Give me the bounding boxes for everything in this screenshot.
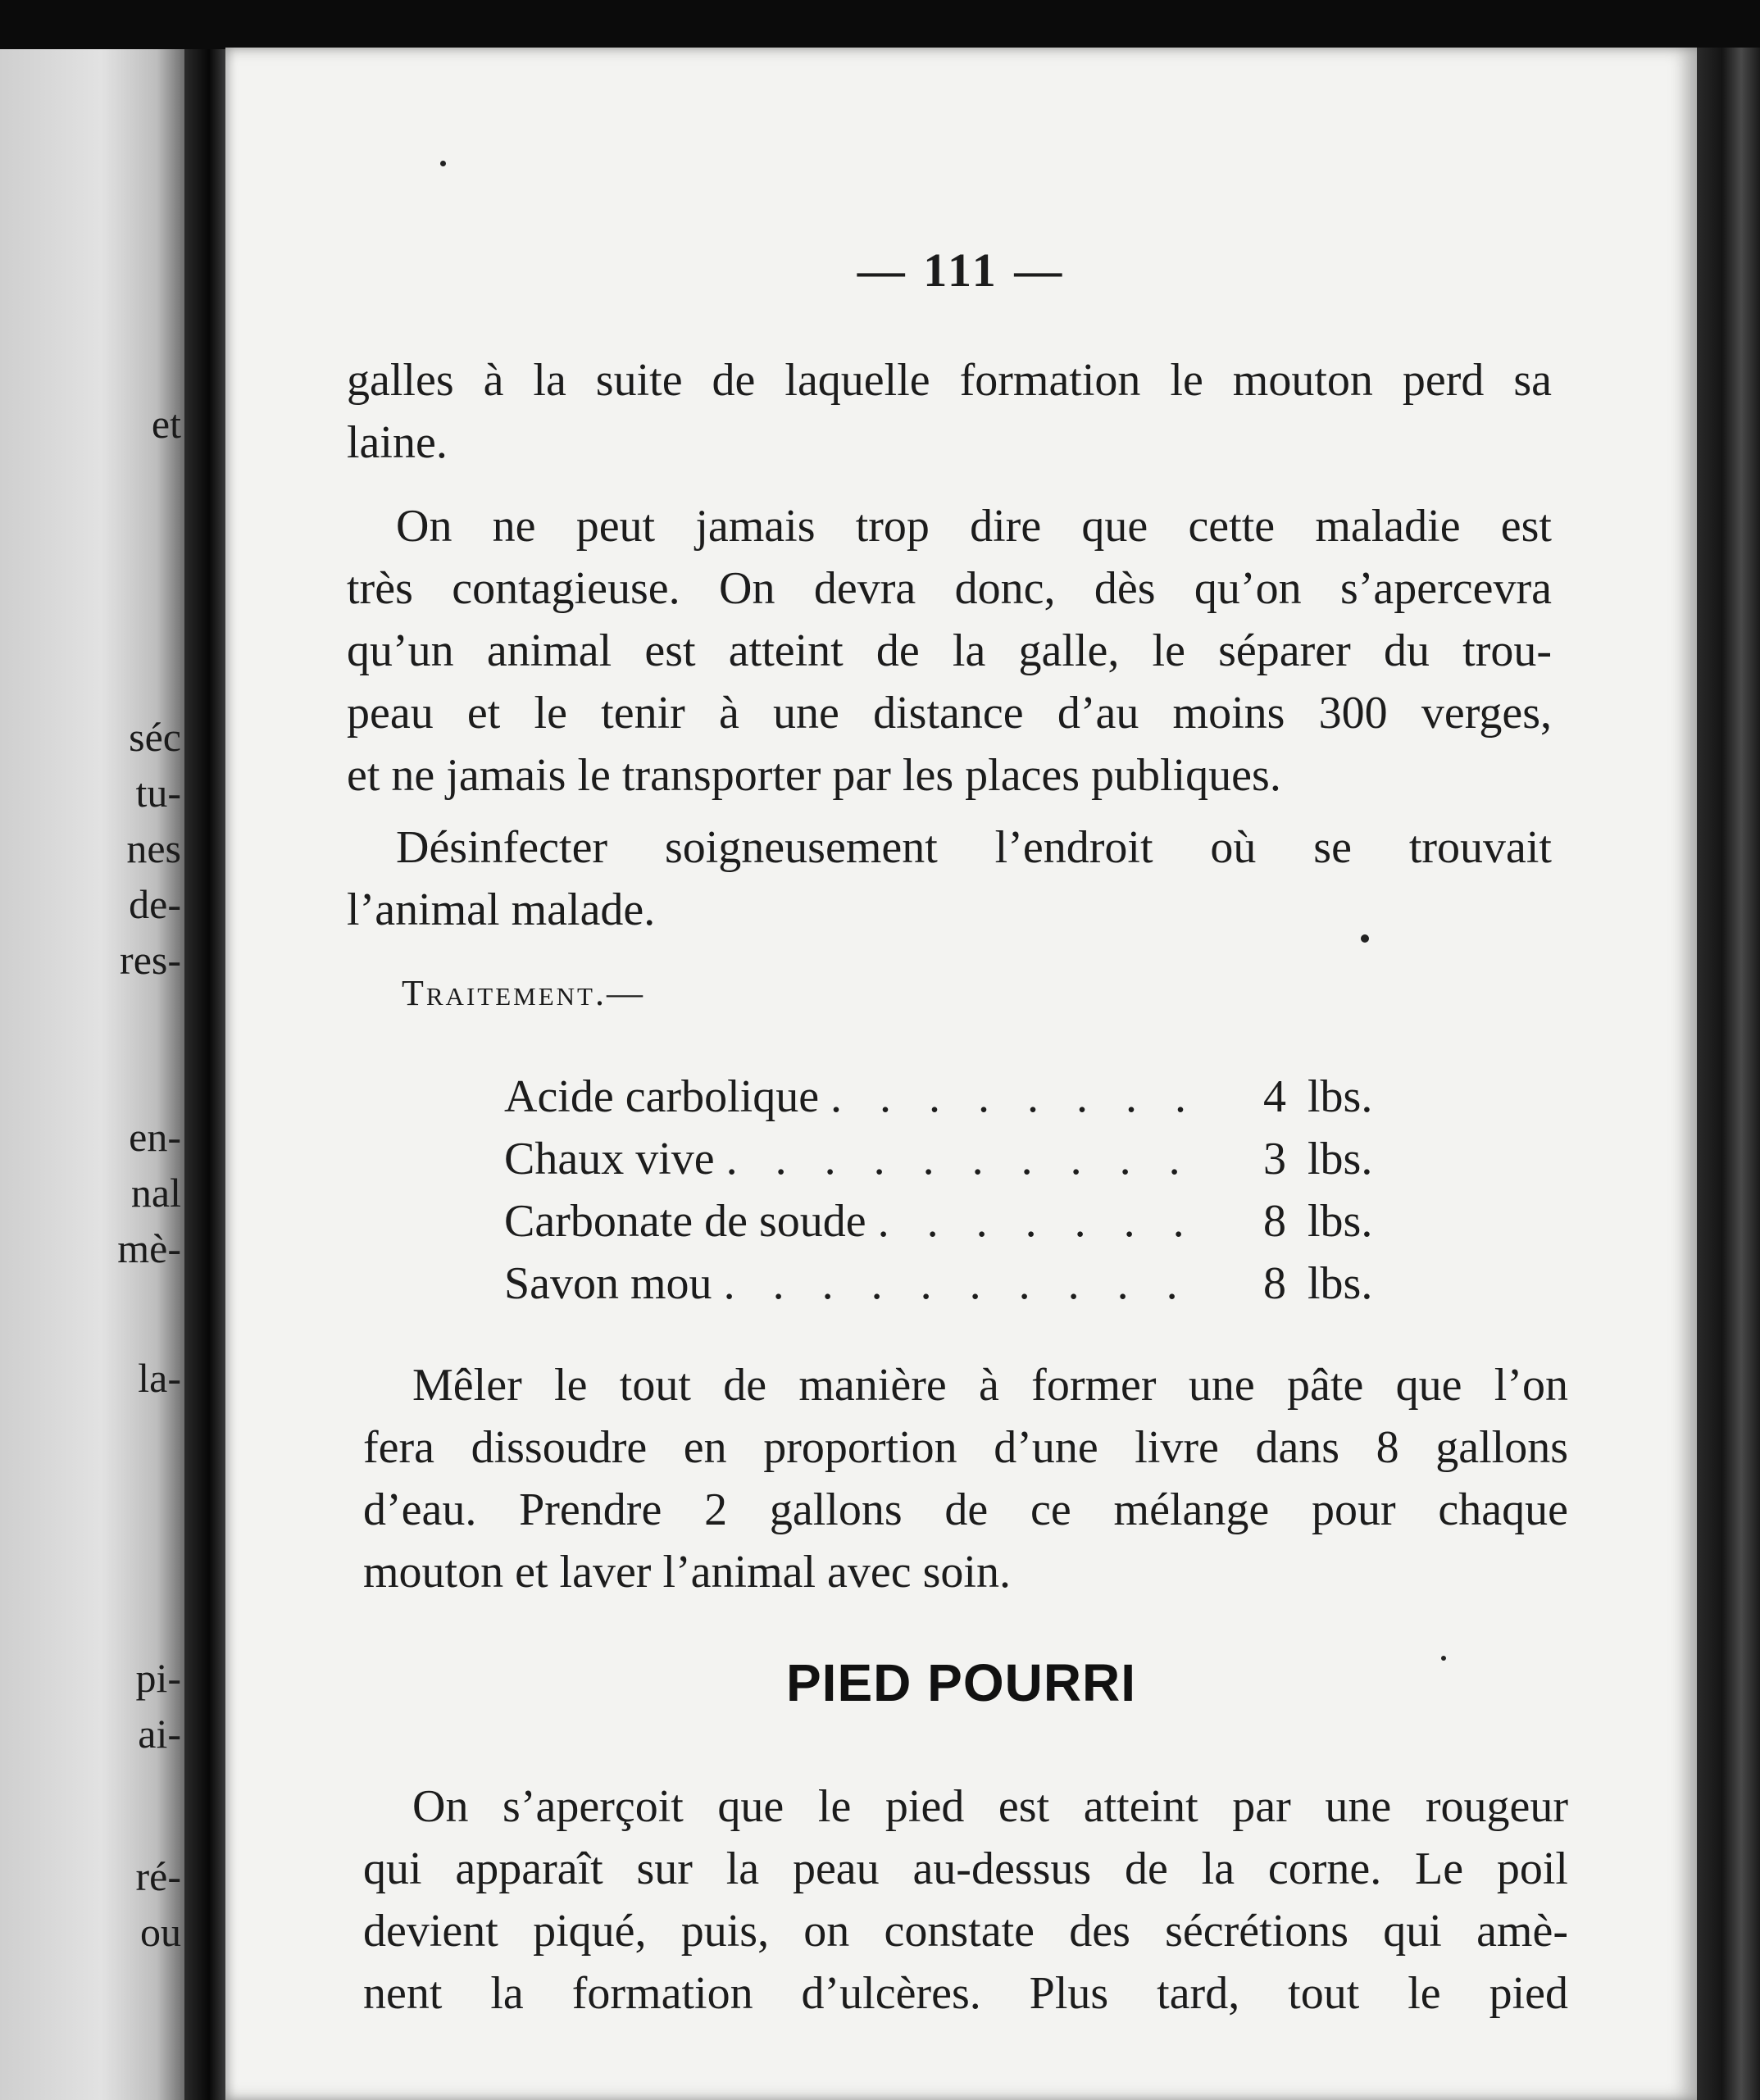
section-heading: PIED POURRI xyxy=(785,1653,1137,1712)
ingredient-unit: lbs. xyxy=(1307,1134,1373,1184)
text-line: On s’aperçoit que le pied est atteint par une rougeur xyxy=(412,1781,1568,1832)
text-line: Désinfecter soigneusement l’endroit où se trouvait xyxy=(396,822,1552,873)
ingredient-unit: lbs. xyxy=(1307,1196,1373,1247)
left-page-fragment: séc xyxy=(129,714,181,760)
leader-dots xyxy=(715,1128,1188,1190)
ink-speck xyxy=(1441,1656,1446,1661)
paragraph-desinfecter xyxy=(347,816,1552,941)
page-edge xyxy=(1697,48,1760,2100)
left-page-fragment: et xyxy=(151,401,181,447)
text-line: qu’un animal est atteint de la galle, le séparer du trou- xyxy=(347,625,1552,676)
text-line: très contagieuse. On devra donc, dès qu’on s’apercevra xyxy=(347,563,1552,614)
text-line: devient piqué, puis, on constate des sécrétions qui amè- xyxy=(363,1906,1568,1957)
left-page-fragment: nal xyxy=(130,1170,181,1216)
left-page-fragment: la- xyxy=(138,1355,181,1401)
leader-dots xyxy=(866,1190,1188,1252)
left-page-fragment: ré- xyxy=(135,1853,181,1899)
ingredient-unit: lbs. xyxy=(1307,1258,1373,1309)
text-line: l’animal malade. xyxy=(347,884,656,935)
left-page-fragment: en- xyxy=(129,1114,181,1160)
left-page-fragment: mè- xyxy=(117,1225,181,1271)
ingredient-quantity: 8 xyxy=(1263,1258,1286,1309)
ingredient-name: Savon mou xyxy=(504,1258,712,1309)
ingredient-quantity: 3 xyxy=(1263,1134,1286,1184)
left-page-fragment: ai- xyxy=(138,1711,181,1757)
text-line: et ne jamais le transporter par les places publiques. xyxy=(347,750,1281,801)
ingredient-name: Carbonate de soude xyxy=(504,1196,866,1247)
ink-speck xyxy=(1361,934,1369,943)
ink-speck xyxy=(440,161,446,166)
text-line: laine. xyxy=(347,417,448,468)
traitement-label: Traitement.— xyxy=(402,973,645,1013)
paragraph-galles xyxy=(347,349,1552,474)
book-gutter xyxy=(184,49,225,2100)
leader-dots xyxy=(712,1252,1188,1315)
text-line: qui apparaît sur la peau au-dessus de la corne. Le poil xyxy=(363,1843,1568,1894)
text-line: d’eau. Prendre 2 gallons de ce mélange pour chaque xyxy=(363,1484,1568,1535)
left-page-fragment: pi- xyxy=(135,1655,181,1701)
left-page-fragment: nes xyxy=(126,825,181,871)
left-page xyxy=(0,49,184,2100)
left-page-fragment: res- xyxy=(120,937,181,983)
text-line: peau et le tenir à une distance d’au moins 300 verges, xyxy=(347,688,1552,739)
recipe-row xyxy=(504,1252,1406,1315)
ingredient-quantity: 8 xyxy=(1263,1196,1286,1247)
ingredient-unit: lbs. xyxy=(1307,1071,1373,1122)
paragraph-mix-instructions xyxy=(363,1354,1568,1603)
text-line: On ne peut jamais trop dire que cette maladie est xyxy=(396,501,1552,552)
recipe-row xyxy=(504,1128,1406,1190)
left-page-fragment: de- xyxy=(129,881,181,927)
ingredient-name: Chaux vive xyxy=(504,1134,715,1184)
left-page-fragment: ou xyxy=(140,1909,181,1955)
ingredient-name: Acide carbolique xyxy=(504,1071,820,1122)
ingredient-quantity: 4 xyxy=(1263,1071,1286,1122)
recipe-row xyxy=(504,1066,1406,1128)
text-line: nent la formation d’ulcères. Plus tard, tout le pied xyxy=(363,1968,1568,2019)
text-line: Mêler le tout de manière à former une pâte que l’on xyxy=(412,1360,1568,1411)
text-line: fera dissoudre en proportion d’une livre dans 8 gallons xyxy=(363,1422,1568,1473)
text-line: mouton et laver l’animal avec soin. xyxy=(363,1547,1011,1598)
right-page xyxy=(225,48,1697,2100)
left-page-fragment: tu- xyxy=(135,770,181,816)
page-number: — 111 — xyxy=(857,243,1066,297)
leader-dots xyxy=(819,1066,1188,1128)
text-line: galles à la suite de laquelle formation le mouton perd sa xyxy=(347,355,1552,406)
paragraph-pied-pourri xyxy=(363,1775,1568,2025)
recipe-list xyxy=(504,1066,1406,1315)
paragraph-contagion xyxy=(347,495,1552,807)
recipe-row xyxy=(504,1190,1406,1252)
